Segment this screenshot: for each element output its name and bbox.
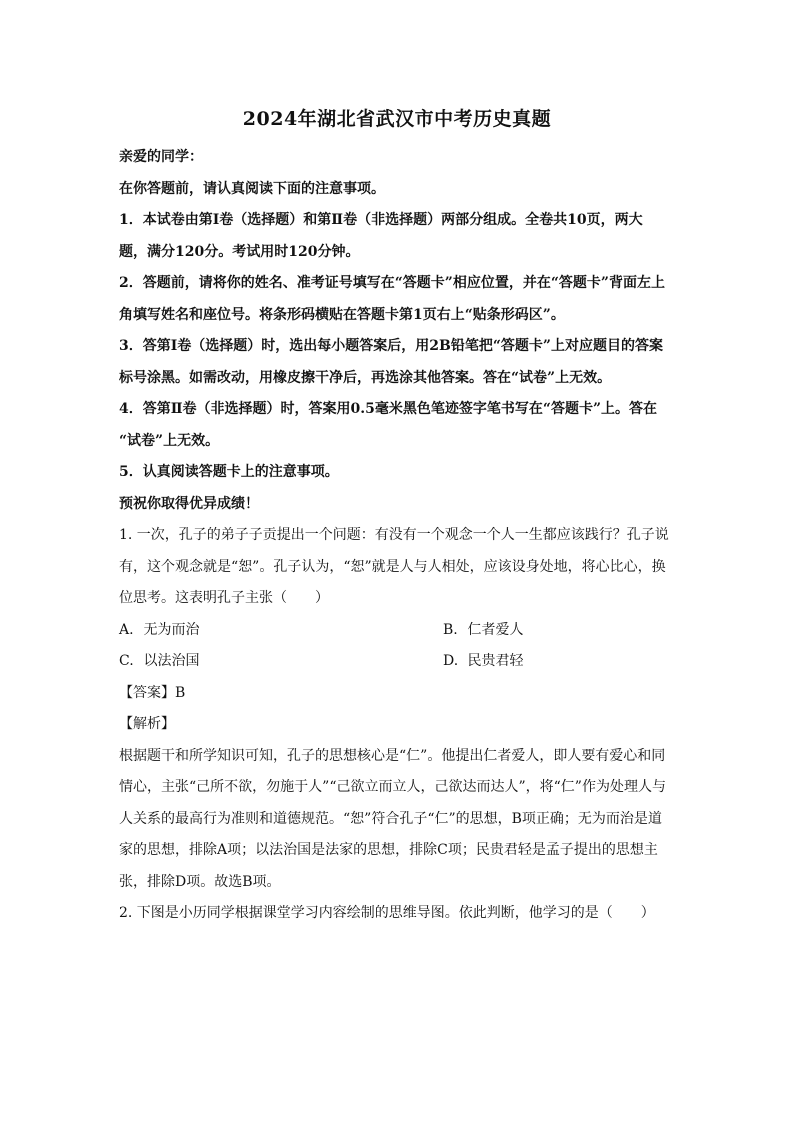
q1-analysis-line-5: 张，排除D项。故选B项。: [119, 873, 281, 890]
q1-answer: 【答案】B: [119, 684, 186, 701]
q1-option-d: [443, 646, 679, 678]
option-text: 以法治国: [143, 653, 200, 669]
q1-analysis-line-4: 家的思想，排除A项；以法治国是法家的思想，排除C项；民贵君轻是孟子提出的思想主: [119, 842, 658, 858]
q1-analysis-line-2: 情心，主张“己所不欲，勿施于人”“己欲立而立人，己欲达而达人”，将“仁”作为处理人与: [119, 779, 666, 795]
q1-analysis-label: 【解析】: [119, 716, 175, 732]
option-text: 民贵君轻: [467, 653, 524, 669]
option-text: 仁者爱人: [467, 621, 524, 638]
notice-item-1-line-1: 1．本试卷由第Ⅰ卷（选择题）和第Ⅱ卷（非选择题）两部分组成。全卷共10页，两大: [119, 212, 643, 228]
option-text: 无为而治: [143, 621, 200, 638]
q1-options: [119, 615, 679, 678]
page-content: [119, 142, 679, 930]
notice-item-3-line-1: 3．答第Ⅰ卷（选择题）时，选出每小题答案后，用2B铅笔把“答题卡”上对应题目的答案: [119, 338, 663, 354]
notice-item-5-line-1: 5．认真阅读答题卡上的注意事项。: [119, 464, 339, 480]
option-letter: A.: [119, 621, 134, 638]
notice-intro: 在你答题前，请认真阅读下面的注意事项。: [119, 180, 385, 197]
notice-section: [119, 142, 679, 520]
q1-option-c: [119, 646, 443, 678]
q1-stem-line-3: 位思考。这表明孔子主张（ ）: [119, 590, 329, 606]
option-letter: C.: [119, 653, 134, 669]
question-1: [119, 520, 679, 898]
notice-item-4-line-1: 4．答第Ⅱ卷（非选择题）时，答案用0.5毫米黑色笔迹签字笔书写在“答题卡”上。答在: [119, 401, 657, 417]
q1-analysis-line-1: 根据题干和所学知识可知，孔子的思想核心是“仁”。他提出仁者爱人，即人要有爱心和同: [119, 747, 666, 764]
option-letter: B.: [443, 621, 458, 638]
q2-stem: 2. 下图是小历同学根据课堂学习内容绘制的思维导图。依此判断，他学习的是（ ）: [119, 905, 655, 921]
q1-option-a: [119, 615, 443, 647]
q1-option-b: [443, 615, 679, 647]
wish: 预祝你取得优异成绩！: [119, 495, 259, 512]
notice-item-3-line-2: 标号涂黑。如需改动，用橡皮擦干净后，再选涂其他答案。答在“试卷”上无效。: [119, 369, 612, 386]
page-title: 2024年湖北省武汉市中考历史真题: [242, 108, 552, 130]
notice-item-1-line-2: 题，满分120分。考试用时120分钟。: [119, 243, 360, 260]
q1-analysis-line-3: 人关系的最高行为准则和道德规范。“恕”符合孔子“仁”的思想，B项正确；无为而治是道: [119, 810, 662, 827]
question-2: [119, 898, 679, 930]
greeting: 亲爱的同学：: [119, 149, 203, 165]
option-letter: D.: [443, 653, 459, 669]
notice-item-4-line-2: “试卷”上无效。: [119, 432, 220, 449]
q1-stem-line-2: 有，这个观念就是“恕”。孔子认为，“恕”就是人与人相处，应该设身处地，将心比心，换: [119, 558, 666, 575]
notice-item-2-line-2: 角填写姓名和座位号。将条形码横贴在答题卡第1页右上“贴条形码区”。: [119, 306, 565, 323]
q1-stem-line-1: 1. 一次，孔子的弟子子贡提出一个问题：有没有一个观念一个人一生都应该践行？孔子说: [119, 527, 669, 543]
notice-item-2-line-1: 2．答题前，请将你的姓名、准考证号填写在“答题卡”相应位置，并在“答题卡”背面左上: [119, 275, 665, 291]
